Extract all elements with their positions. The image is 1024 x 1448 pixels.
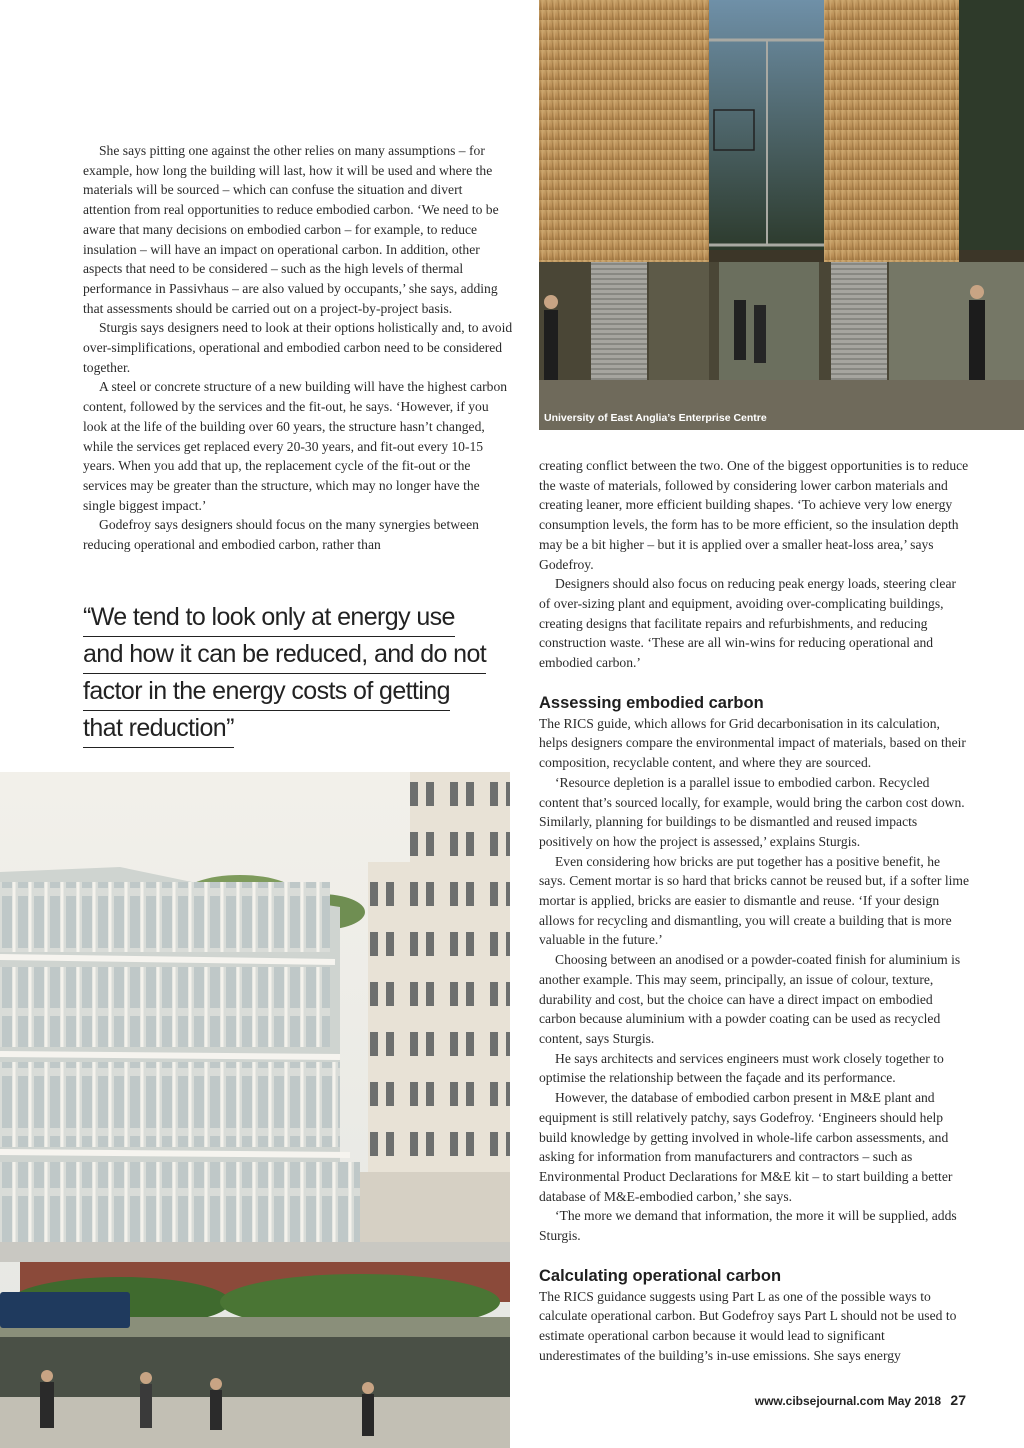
paragraph: Choosing between an anodised or a powder-coated finish for aluminium is another example. This may seem, principally, an issue of colour, texture, durability and cost, but the choice can have a direct impact on embodied carbon because aluminium with a powder coating can be used as recycled content, says Sturgis. bbox=[539, 952, 961, 1046]
subheading-calculating-operational-carbon: Calculating operational carbon bbox=[539, 1266, 782, 1285]
footer-issue: May 2018 bbox=[887, 1394, 942, 1408]
paragraph: creating conflict between the two. One of the biggest opportunities is to reduce the waste of materials, followed by considering lower carbon materials and creating leaner, more efficient building shapes. ‘To achieve very low energy consumption levels, the form has to be more efficient, so the insulation depth may be a bit higher – but it is applied over a smaller heat-loss area,’ says Godefroy. bbox=[539, 458, 969, 572]
enterprise-centre-illustration bbox=[539, 0, 1024, 430]
pull-quote-line: “We tend to look only at energy use bbox=[83, 600, 455, 637]
right-column bbox=[539, 456, 969, 1366]
canal-building-illustration bbox=[0, 772, 510, 1448]
enterprise-centre-photo bbox=[539, 0, 1024, 430]
paragraph: The RICS guidance suggests using Part L as one of the possible ways to calculate operational carbon. But Godefroy says Part L should not be used to estimate operational carbon because it would lead to significant underestimates of the building’s in-use emissions. She says energy bbox=[539, 1288, 957, 1363]
canal-building-render bbox=[0, 772, 510, 1448]
left-column bbox=[83, 141, 513, 555]
photo-caption: University of East Anglia’s Enterprise Centre bbox=[544, 412, 767, 424]
paragraph: ‘Resource depletion is a parallel issue to embodied carbon. Recycled content that’s sourced locally, for example, would bring the carbon cost down. Similarly, planning for buildings to be dismantled and reused impacts positively on how the project is assessed,’ explains Sturgis. bbox=[539, 774, 965, 849]
paragraph: However, the database of embodied carbon present in M&E plant and equipment is still relatively patchy, says Godefroy. ‘Engineers should help build knowledge by getting involved in whole-life carbon assessments, and asking for information from manufacturers and contractors – such as Environmental Product Declarations for M&E kit – to start building a better database of M&E-embodied carbon,’ she says. bbox=[539, 1090, 953, 1204]
pull-quote-line: and how it can be reduced, and do not bbox=[83, 637, 486, 674]
paragraph: The RICS guide, which allows for Grid decarbonisation in its calculation, helps designers compare the environmental impact of materials, based on their composition, recyclable content, and where they are sourced. bbox=[539, 715, 966, 771]
paragraph: ‘The more we demand that information, the more it will be supplied, adds Sturgis. bbox=[539, 1208, 957, 1244]
paragraph: Godefroy says designers should focus on the many synergies between reducing operational and embodied carbon, rather than bbox=[83, 517, 479, 553]
paragraph: Even considering how bricks are put together has a positive benefit, he says. Cement mortar is so hard that bricks cannot be reused but, if a softer lime mortar is applied, bricks are easier to dismantle and reuse. ‘If your design allows for recycling and dismantling, you will create a building that is more valuable in the future.’ bbox=[539, 853, 969, 948]
page-number: 27 bbox=[950, 1392, 966, 1408]
footer-website: www.cibsejournal.com bbox=[754, 1394, 885, 1408]
paragraph: She says pitting one against the other relies on many assumptions – for example, how long the building will last, how it will be used and where the materials will be sourced – which can confuse the situation and divert attention from real opportunities to reduce embodied carbon. ‘We need to be aware that many decisions on embodied carbon – for example, to reduce insulation – will have an impact on operational carbon. In addition, other aspects that need to be considered – such as the high levels of thermal performance in Passivhaus – are also valued by occupants,’ she says, adding that assessments should be carried out on a project-by-project basis. bbox=[83, 143, 499, 316]
paragraph: He says architects and services engineers must work closely together to optimise the relationship between the façade and its performance. bbox=[539, 1050, 944, 1086]
pull-quote-line: factor in the energy costs of getting bbox=[83, 674, 450, 711]
subheading-assessing-embodied-carbon: Assessing embodied carbon bbox=[539, 693, 764, 712]
pull-quote-line: that reduction” bbox=[83, 711, 234, 748]
pull-quote bbox=[83, 600, 503, 748]
page-footer bbox=[755, 1392, 966, 1408]
paragraph: A steel or concrete structure of a new building will have the highest carbon content, followed by the services and the fit-out, he says. ‘However, if you look at the life of the building over 60 years, the structure hasn’t changed, while the services get replaced every 20-30 years, and fit-out every 10-15 years. When you add that up, the replacement cycle of the fit-out or the services may be greater than the structure, which may no longer have the single biggest impact.’ bbox=[83, 379, 508, 513]
paragraph: Sturgis says designers need to look at their options holistically and, to avoid over-simplifications, operational and embodied carbon need to be considered together. bbox=[83, 320, 513, 375]
paragraph: Designers should also focus on reducing peak energy loads, steering clear of over-sizing plant and equipment, avoiding over-complicating buildings, creating designs that facilitate repairs and refurbishments, and reducing construction waste. ‘These are all win-wins for reducing operational and embodied carbon.’ bbox=[539, 576, 957, 671]
